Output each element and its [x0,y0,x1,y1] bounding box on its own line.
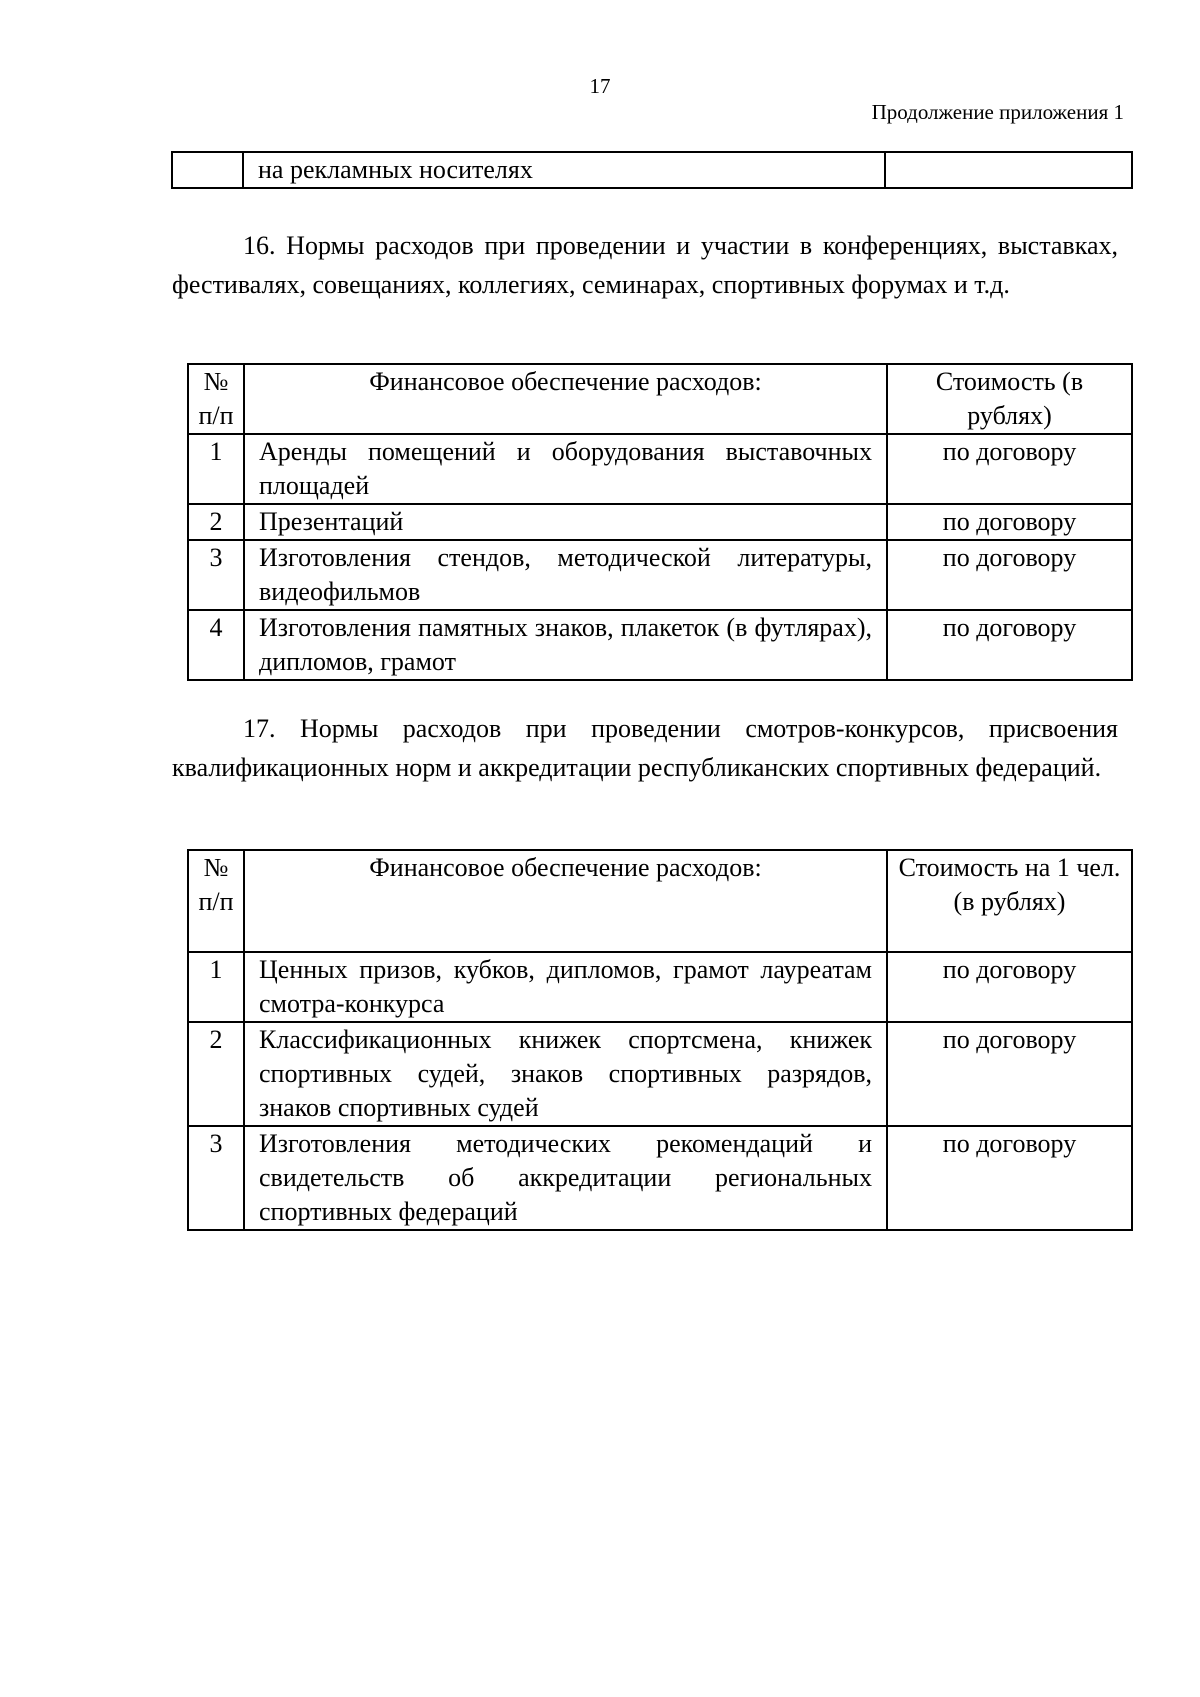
header-cost: Стоимость на 1 чел. (в рублях) [887,850,1132,952]
table-header-row [188,850,1132,952]
section-16-paragraph: 16. Нормы расходов при проведении и участии в конференциях, выставках, фестивалях, совещаниях, коллегиях, семинарах, спортивных форумах и т.д. [172,231,1118,299]
row-description: Изготовления методических рекомендаций и свидетельств об аккредитации региональных спортивных федераций [244,1126,887,1230]
continuation-label: Продолжение приложения 1 [871,100,1124,124]
row-cost: по договору [887,952,1132,1022]
row-description: Презентаций [244,504,887,540]
section-17-table [187,849,1133,1231]
row-number: 3 [188,540,244,610]
row-description: Аренды помещений и оборудования выставочных площадей [244,434,887,504]
row-number: 4 [188,610,244,680]
row-cost: по договору [887,1126,1132,1230]
row-description: Классификационных книжек спортсмена, книжек спортивных судей, знаков спортивных разрядов, знаков спортивных судей [244,1022,887,1126]
continued-table [171,151,1133,189]
table-row [188,504,1132,540]
table-row [188,610,1132,680]
row-number: 2 [188,1022,244,1126]
row-description: Изготовления стендов, методической литературы, видеофильмов [244,540,887,610]
header-num: № п/п [188,364,244,434]
table-row [172,152,1132,188]
table-row [188,1126,1132,1230]
header-description: Финансовое обеспечение расходов: [244,364,887,434]
row-number: 3 [188,1126,244,1230]
row-cost [885,152,1132,188]
row-description: Изготовления памятных знаков, плакеток (в футлярах), дипломов, грамот [244,610,887,680]
section-16-table [187,363,1133,681]
table-row [188,540,1132,610]
header-num: № п/п [188,850,244,952]
row-number [172,152,243,188]
table-row [188,952,1132,1022]
row-number: 1 [188,952,244,1022]
row-number: 2 [188,504,244,540]
table-header-row [188,364,1132,434]
row-number: 1 [188,434,244,504]
row-cost: по договору [887,1022,1132,1126]
header-description: Финансовое обеспечение расходов: [244,850,887,952]
section-17-paragraph: 17. Нормы расходов при проведении смотров-конкурсов, присвоения квалификационных норм и аккредитации республиканских спортивных федераций. [172,714,1118,782]
table-row [188,1022,1132,1126]
table-row [188,434,1132,504]
page-number: 17 [589,74,611,98]
row-description: Ценных призов, кубков, дипломов, грамот лауреатам смотра-конкурса [244,952,887,1022]
row-cost: по договору [887,504,1132,540]
row-cost: по договору [887,540,1132,610]
row-description: на рекламных носителях [243,152,885,188]
row-cost: по договору [887,610,1132,680]
row-cost: по договору [887,434,1132,504]
header-cost: Стоимость (в рублях) [887,364,1132,434]
